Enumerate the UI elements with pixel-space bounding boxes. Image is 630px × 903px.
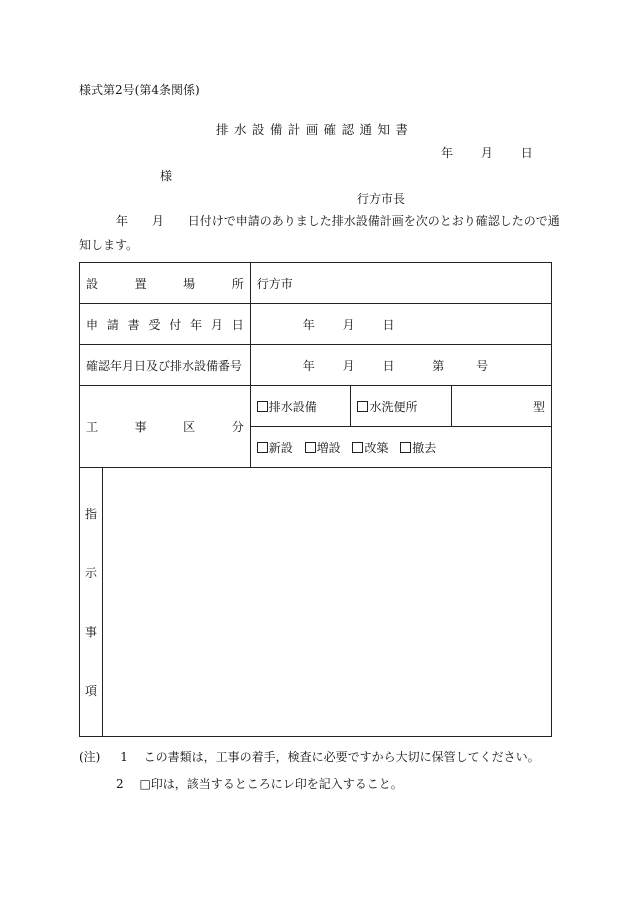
label-char: 書 [127, 317, 140, 332]
document-title [216, 120, 408, 138]
label-char: 計 [287, 122, 301, 137]
table-row-work-category [80, 386, 552, 427]
instructions-area[interactable] [102, 468, 551, 737]
label-char: 年 [190, 317, 203, 332]
note-2 [116, 775, 403, 792]
option-toilet[interactable] [351, 386, 452, 427]
confirm-day: 日 [382, 358, 395, 373]
work-type-removal: 撤去 [412, 440, 437, 455]
label-char: 事 [134, 420, 147, 434]
receipt-date-label [80, 304, 251, 345]
checkbox-toilet[interactable] [357, 401, 368, 412]
checkbox-new[interactable] [257, 442, 268, 453]
note-1-text: この書類は，工事の着手，検査に必要ですから大切に保管してください。 [143, 750, 540, 764]
checkbox-rebuild[interactable] [352, 442, 363, 453]
label-char: 申 [86, 317, 99, 332]
body-line-1 [116, 212, 560, 229]
label-char: 書 [395, 122, 408, 137]
table-row-instructions [80, 468, 552, 737]
table-row-location [80, 263, 552, 304]
confirmation-label: 確認年月日及び排水設備番号 [80, 345, 251, 386]
label-char: 場 [183, 276, 196, 291]
label-char: 指 [84, 506, 97, 521]
label-char: 日 [231, 317, 244, 332]
label-char: 請 [106, 317, 119, 332]
work-type-options [250, 427, 551, 468]
label-char: 月 [210, 317, 223, 332]
label-char: 通 [359, 122, 373, 137]
label-char: 確 [323, 122, 337, 137]
label-char: 項 [84, 684, 97, 699]
label-char: 工 [86, 420, 99, 434]
work-type-new: 新設 [268, 440, 293, 455]
label-char: 設 [251, 122, 265, 137]
label-char: 備 [269, 122, 283, 137]
type-cell[interactable] [452, 386, 552, 427]
confirmation-value[interactable] [250, 345, 551, 386]
label-char: 付 [169, 317, 182, 332]
location-value[interactable]: 行方市 [250, 263, 551, 304]
confirm-year: 年 [302, 358, 315, 373]
label-char: 分 [231, 420, 244, 434]
location-label-chars [86, 275, 244, 292]
issuer: 行方市長 [357, 192, 406, 206]
number-suffix: 号 [476, 358, 489, 373]
label-char: 設 [86, 276, 99, 291]
instructions-label-chars [80, 505, 102, 700]
issue-month: 月 [480, 146, 493, 160]
label-char: 認 [341, 122, 355, 137]
receipt-date-value[interactable] [250, 304, 551, 345]
body-text-1: 日付けで申請のありました排水設備計画を次のとおり確認したので通 [187, 214, 560, 228]
checkbox-extension[interactable] [305, 442, 316, 453]
label-char: 事 [84, 625, 97, 640]
label-char: 区 [183, 420, 196, 434]
instructions-label [80, 468, 103, 737]
work-type-rebuild: 改築 [364, 440, 389, 455]
body-month: 月 [151, 214, 164, 228]
body-line-2: 知します。 [79, 238, 139, 252]
work-category-label-chars [86, 418, 244, 435]
receipt-day: 日 [382, 317, 395, 332]
label-char: 排 [216, 122, 229, 137]
type-suffix: 型 [532, 399, 545, 414]
receipt-year: 年 [302, 317, 315, 332]
note-prefix: (注) [79, 750, 101, 764]
confirmation-table [79, 262, 552, 737]
label-char: 示 [84, 565, 97, 580]
label-char: 水 [233, 122, 247, 137]
option-drain[interactable] [250, 386, 351, 427]
receipt-month: 月 [342, 317, 355, 332]
label-char: 知 [377, 122, 390, 137]
checkbox-drain[interactable] [257, 401, 268, 412]
addressee-honorific: 様 [160, 169, 173, 183]
table-row-receipt-date [80, 304, 552, 345]
issue-date [441, 144, 533, 161]
number-prefix: 第 [432, 358, 445, 373]
note-2-text: □印は，該当するところにレ印を記入すること。 [139, 777, 403, 791]
option-toilet-label: 水洗便所 [369, 399, 418, 414]
note-1 [79, 748, 540, 765]
issue-day: 日 [520, 146, 533, 160]
label-char: 画 [305, 122, 319, 137]
option-drain-label: 排水設備 [268, 399, 317, 414]
body-year: 年 [116, 214, 129, 228]
work-type-extension: 増設 [316, 440, 341, 455]
label-char: 置 [134, 276, 147, 291]
form-number: 様式第2号(第4条関係) [79, 83, 200, 97]
note-1-number: 1 [120, 750, 128, 764]
issue-year: 年 [441, 146, 454, 160]
label-char: 受 [148, 317, 161, 332]
note-2-number: 2 [116, 777, 124, 791]
label-char: 所 [231, 276, 244, 291]
work-category-label [80, 386, 251, 468]
confirm-month: 月 [342, 358, 355, 373]
location-label [80, 263, 251, 304]
table-row-confirmation [80, 345, 552, 386]
receipt-date-label-chars [86, 316, 244, 333]
checkbox-removal[interactable] [400, 442, 411, 453]
